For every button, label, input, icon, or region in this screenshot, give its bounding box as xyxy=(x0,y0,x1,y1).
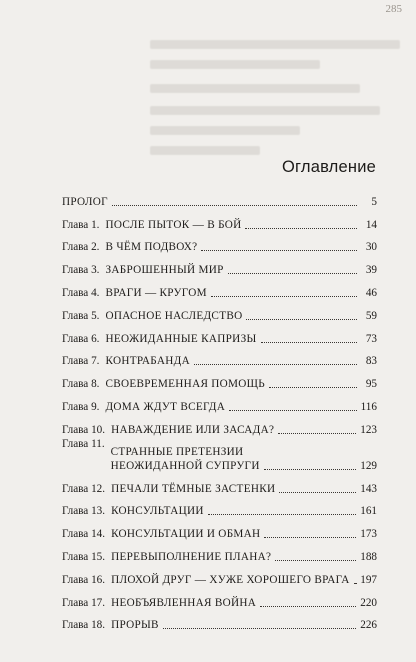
toc-entry xyxy=(62,437,377,473)
chapter-number: Глава 3. xyxy=(62,264,100,277)
toc-title: Оглавление xyxy=(282,158,376,176)
chapter-title xyxy=(105,400,225,414)
chapter-title-line: СВОЕВРЕМЕННАЯ ПОМОЩЬ xyxy=(105,378,265,391)
chapter-title xyxy=(111,445,260,473)
dot-leader xyxy=(275,559,356,561)
dot-leader xyxy=(269,386,357,388)
chapter-title xyxy=(105,263,223,277)
chapter-title xyxy=(111,618,159,632)
page-reference: 46 xyxy=(365,286,377,299)
chapter-number: Глава 15. xyxy=(62,550,106,563)
chapter-title xyxy=(105,286,206,300)
dot-leader xyxy=(261,341,357,343)
chapter-number: Глава 16. xyxy=(62,573,106,586)
page-reference: 129 xyxy=(360,459,377,472)
chapter-title xyxy=(111,423,274,437)
dot-leader xyxy=(264,468,357,470)
toc-entry xyxy=(62,473,377,496)
chapter-number: Глава 14. xyxy=(62,528,106,541)
dot-leader xyxy=(245,227,357,229)
chapter-title-line: ПЕРЕВЫПОЛНЕНИЕ ПЛАНА? xyxy=(111,550,272,563)
chapter-number: Глава 1. xyxy=(62,218,100,231)
chapter-title-line: ОПАСНОЕ НАСЛЕДСТВО xyxy=(105,309,243,322)
toc-entry xyxy=(62,368,377,391)
page-reference: 59 xyxy=(365,309,377,322)
chapter-title xyxy=(111,596,256,610)
toc-entry xyxy=(62,232,377,255)
dot-leader xyxy=(228,272,357,274)
dot-leader xyxy=(163,627,356,629)
page-reference: 188 xyxy=(360,550,377,563)
dot-leader xyxy=(229,409,357,411)
chapter-title xyxy=(105,354,190,368)
toc-entry xyxy=(62,564,377,587)
chapter-title-line: КОНТРАБАНДА xyxy=(105,355,190,368)
toc-entry xyxy=(62,254,377,277)
chapter-number: Глава 18. xyxy=(62,619,106,632)
toc-entry xyxy=(62,391,377,414)
toc-entry xyxy=(62,277,377,300)
dot-leader xyxy=(194,363,357,365)
chapter-title-line: ПЛОХОЙ ДРУГ — ХУЖЕ ХОРОШЕГО ВРАГА xyxy=(111,573,350,586)
page-reference: 73 xyxy=(365,332,377,345)
bleed-through-text xyxy=(150,0,410,150)
page-reference: 39 xyxy=(365,264,377,277)
page-reference: 226 xyxy=(360,619,377,632)
chapter-number: Глава 11. xyxy=(62,437,105,450)
page-reference: 116 xyxy=(360,400,377,413)
chapter-title-line: НЕОЖИДАННОЙ СУПРУГИ xyxy=(110,459,260,472)
table-of-contents xyxy=(62,186,377,632)
page-reference: 220 xyxy=(360,596,377,609)
toc-entry xyxy=(62,300,377,323)
page-reference: 197 xyxy=(360,573,377,586)
chapter-title-line: ДОМА ЖДУТ ВСЕГДА xyxy=(105,400,226,413)
chapter-number: Глава 4. xyxy=(62,286,100,299)
dot-leader xyxy=(260,605,356,607)
chapter-number: Глава 17. xyxy=(62,596,106,609)
dot-leader xyxy=(354,582,357,584)
page-reference: 123 xyxy=(360,423,377,436)
page-reference: 14 xyxy=(365,218,377,231)
chapter-title-line: КОНСУЛЬТАЦИИ xyxy=(111,505,204,518)
chapter-title-line: ЗАБРОШЕННЫЙ МИР xyxy=(105,264,224,277)
dot-leader xyxy=(264,536,356,538)
chapter-number: Глава 6. xyxy=(62,332,100,345)
chapter-title xyxy=(111,504,204,518)
dot-leader xyxy=(279,491,356,493)
page-reference: 173 xyxy=(360,528,377,541)
toc-entry xyxy=(62,346,377,369)
chapter-number: Глава 7. xyxy=(62,355,100,368)
dot-leader xyxy=(246,318,357,320)
chapter-title-line: КОНСУЛЬТАЦИИ И ОБМАН xyxy=(111,528,261,541)
chapter-number: Глава 8. xyxy=(62,378,100,391)
chapter-number: Глава 9. xyxy=(62,400,100,413)
chapter-title-line: НЕОБЪЯВЛЕННАЯ ВОЙНА xyxy=(111,596,257,609)
page-number: 285 xyxy=(385,3,402,15)
chapter-number: Глава 10. xyxy=(62,423,106,436)
chapter-title-line: В ЧЁМ ПОДВОХ? xyxy=(105,241,198,254)
page-reference: 161 xyxy=(360,505,377,518)
dot-leader xyxy=(211,295,357,297)
toc-entry xyxy=(62,541,377,564)
chapter-title-line: ВРАГИ — КРУГОМ xyxy=(105,286,207,299)
toc-entry xyxy=(62,518,377,541)
chapter-title-line: ПОСЛЕ ПЫТОК — В БОЙ xyxy=(105,218,242,231)
toc-entry xyxy=(62,209,377,232)
chapter-title xyxy=(105,309,242,323)
page-reference: 5 xyxy=(371,195,377,208)
toc-entry xyxy=(62,587,377,610)
toc-entry xyxy=(62,186,377,209)
page-reference: 95 xyxy=(365,378,377,391)
chapter-number: Глава 5. xyxy=(62,309,100,322)
chapter-title xyxy=(111,482,275,496)
chapter-number: Глава 2. xyxy=(62,241,100,254)
toc-entry xyxy=(62,414,377,437)
page-reference: 83 xyxy=(365,355,377,368)
chapter-number: Глава 12. xyxy=(62,482,106,495)
chapter-title xyxy=(111,550,271,564)
dot-leader xyxy=(201,249,357,251)
chapter-title-line: ПЕЧАЛИ ТЁМНЫЕ ЗАСТЕНКИ xyxy=(111,482,276,495)
chapter-title xyxy=(111,573,350,587)
chapter-title-line: НЕОЖИДАННЫЕ КАПРИЗЫ xyxy=(105,332,257,345)
chapter-title xyxy=(111,527,260,541)
toc-entry xyxy=(62,610,377,633)
dot-leader xyxy=(208,513,356,515)
chapter-title xyxy=(105,377,265,391)
toc-entry xyxy=(62,496,377,519)
chapter-title xyxy=(105,240,197,254)
page-reference: 143 xyxy=(360,482,377,495)
chapter-title-line: СТРАННЫЕ ПРЕТЕНЗИИ xyxy=(110,445,244,458)
chapter-title xyxy=(105,218,241,232)
dot-leader xyxy=(112,204,357,206)
chapter-number: Глава 13. xyxy=(62,505,106,518)
chapter-title-line: ПРОЛОГ xyxy=(62,195,108,208)
page-reference: 30 xyxy=(365,241,377,254)
chapter-title xyxy=(62,195,108,209)
chapter-title-line: НАВАЖДЕНИЕ ИЛИ ЗАСАДА? xyxy=(111,423,275,436)
chapter-title-line: ПРОРЫВ xyxy=(111,619,159,632)
toc-entry xyxy=(62,323,377,346)
chapter-title xyxy=(105,332,256,346)
dot-leader xyxy=(278,432,356,434)
